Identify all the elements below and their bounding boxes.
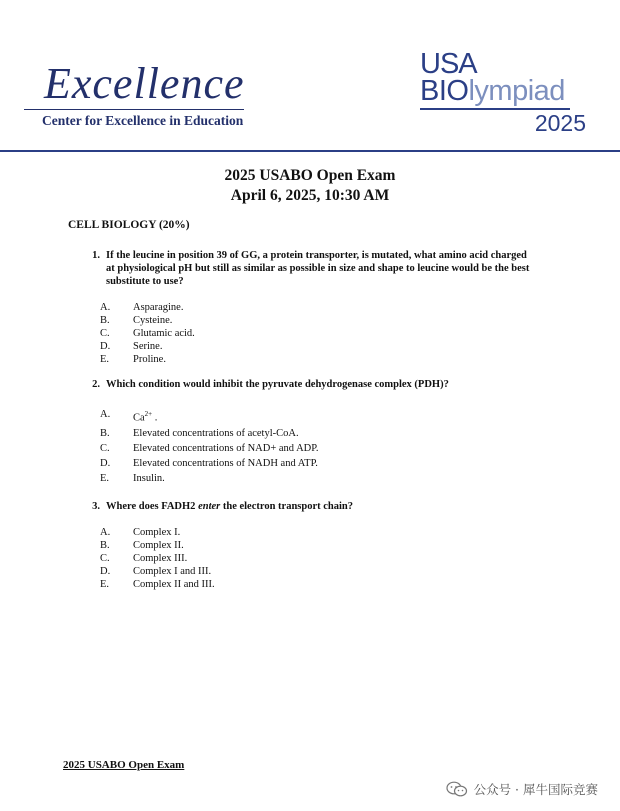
- option-c[interactable]: [68, 552, 538, 565]
- answer-options: [68, 526, 538, 591]
- question-text: Which condition would inhibit the pyruvate dehydrogenase complex (PDH)?: [106, 379, 449, 390]
- option-letter: C.: [100, 553, 110, 564]
- option-text: [133, 407, 538, 426]
- question-text-after: the electron transport chain?: [220, 501, 354, 512]
- section-heading: CELL BIOLOGY (20%): [68, 219, 190, 231]
- header-divider: [0, 150, 620, 152]
- option-text: Asparagine.: [133, 302, 184, 313]
- option-letter: E.: [100, 472, 110, 484]
- logo-usa-text: USA: [420, 48, 477, 80]
- option-text: Complex III.: [133, 553, 188, 564]
- question-text-before: Where does FADH2: [106, 501, 199, 512]
- option-d[interactable]: [68, 456, 538, 471]
- option-text-tail: .: [152, 412, 158, 424]
- answer-options: [68, 301, 538, 366]
- option-e[interactable]: [68, 471, 538, 486]
- option-d[interactable]: [68, 340, 538, 353]
- logo-divider: [24, 109, 244, 110]
- option-letter: A.: [100, 527, 111, 538]
- option-text: Complex II.: [133, 540, 184, 551]
- option-c[interactable]: [68, 441, 538, 456]
- option-text: Complex I and III.: [133, 566, 212, 577]
- option-text: Insulin.: [133, 472, 165, 484]
- question-stem: [68, 378, 538, 391]
- option-text: Elevated concentrations of NADH and ATP.: [133, 457, 318, 469]
- option-text: Proline.: [133, 354, 166, 365]
- option-a[interactable]: [68, 407, 538, 426]
- option-letter: D.: [100, 341, 111, 352]
- option-a[interactable]: [68, 526, 538, 539]
- logo-bio-light: lympiad: [468, 75, 565, 107]
- question-text: [106, 500, 538, 513]
- option-letter: E.: [100, 579, 110, 590]
- option-d[interactable]: [68, 565, 538, 578]
- option-letter: A.: [100, 409, 111, 420]
- option-text-main: Ca: [133, 412, 145, 424]
- option-b[interactable]: [68, 539, 538, 552]
- question-stem: [68, 249, 538, 288]
- wechat-icon: [446, 781, 468, 797]
- question-stem: [68, 500, 538, 513]
- answer-options: [68, 407, 538, 486]
- logo-script-text: Excellence: [44, 59, 245, 108]
- watermark: [446, 780, 598, 798]
- question-number: 1.: [92, 250, 100, 261]
- option-text: Elevated concentrations of acetyl-CoA.: [133, 427, 299, 439]
- option-text: Complex II and III.: [133, 579, 215, 590]
- logo-biolympiad-text: [420, 74, 565, 108]
- option-b[interactable]: [68, 314, 538, 327]
- question-number: 2.: [92, 379, 100, 390]
- question-3: [68, 500, 538, 591]
- option-letter: B.: [100, 315, 110, 326]
- option-text: Complex I.: [133, 527, 181, 538]
- option-letter: C.: [100, 442, 110, 454]
- option-letter: A.: [100, 302, 111, 313]
- option-c[interactable]: [68, 327, 538, 340]
- question-text-emphasis: enter: [198, 501, 221, 512]
- option-letter: B.: [100, 427, 110, 439]
- question-text: If the leucine in position 39 of GG, a protein transporter, is mutated, what amino acid charged at physiological pH but still as similar as possible in size and shape to leucine would be the best substitute to use?: [106, 250, 530, 287]
- option-e[interactable]: [68, 353, 538, 366]
- option-a[interactable]: [68, 301, 538, 314]
- question-2: [68, 378, 538, 486]
- logo-bio-strong: BIO: [420, 75, 469, 107]
- logo-year: 2025: [534, 110, 586, 136]
- exam-title-block: [0, 166, 620, 206]
- option-text: Serine.: [133, 341, 163, 352]
- footer-title: 2025 USABO Open Exam: [63, 759, 185, 771]
- option-letter: D.: [100, 566, 111, 577]
- option-letter: B.: [100, 540, 110, 551]
- option-letter: C.: [100, 328, 110, 339]
- option-letter: E.: [100, 354, 110, 365]
- question-number: 3.: [92, 501, 100, 512]
- option-e[interactable]: [68, 578, 538, 591]
- logo-subtitle: Center for Excellence in Education: [42, 113, 244, 128]
- option-text: Glutamic acid.: [133, 328, 195, 339]
- watermark-text: 公众号 · 犀牛国际竞赛: [473, 782, 598, 797]
- option-superscript: 2+: [144, 410, 153, 418]
- option-b[interactable]: [68, 426, 538, 441]
- usa-biolympiad-logo: [416, 48, 586, 138]
- option-letter: D.: [100, 457, 111, 469]
- exam-date: April 6, 2025, 10:30 AM: [230, 187, 390, 204]
- question-1: [68, 249, 538, 366]
- option-text: Elevated concentrations of NAD+ and ADP.: [133, 442, 319, 454]
- option-text: Cysteine.: [133, 315, 173, 326]
- excellence-logo: [24, 58, 254, 132]
- exam-title: 2025 USABO Open Exam: [224, 167, 396, 184]
